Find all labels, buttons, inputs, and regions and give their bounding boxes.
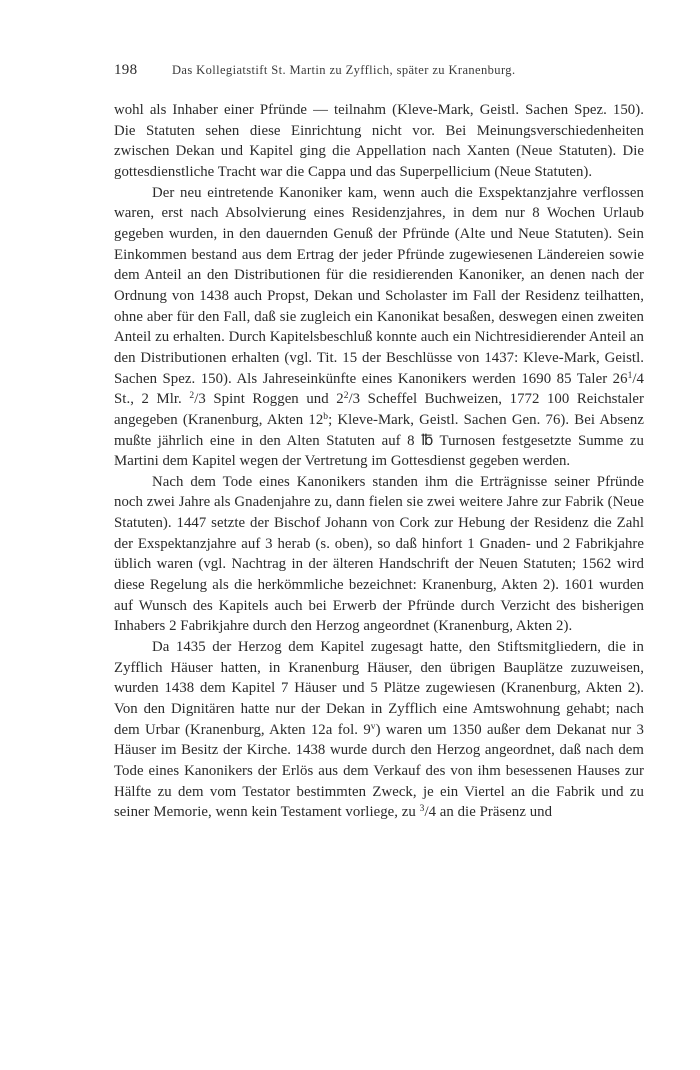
running-title: Das Kollegiatstift St. Martin zu Zyfflich, später zu Kranenburg.	[172, 63, 516, 77]
text-run: /4 St., 2 Mlr.	[114, 370, 644, 408]
running-head	[114, 62, 644, 86]
page-number: 198	[114, 62, 138, 78]
text-run: Da 1435 der Herzog dem Kapitel zugesagt hatte, den Stiftsmitgliedern, die in Zyfflich Häuser hatten, in Kranenburg Häuser, den übrigen Bauplätze zuzuweisen, wurden 1438 dem Kapitel 7 Häuser und 5 Plätze zugewiesen (Kranenburg, Akten 2). Von den Dignitären hatte nur der Dekan in Zyfflich eine Amtswohnung gehabt; nach dem Urbar (Kranenburg, Akten 12a fol. 9	[114, 639, 644, 738]
book-page	[114, 62, 644, 823]
superscript: v	[370, 721, 376, 732]
body-text	[114, 100, 644, 823]
paragraph	[114, 100, 644, 183]
paragraph	[114, 472, 644, 637]
superscript: 1	[627, 370, 633, 381]
text-run: ) waren um 1350 außer dem Dekanat nur 3 Häuser im Besitz der Kirche. 1438 wurde durch den Herzog angeordnet, daß nach dem Tode eines Kanonikers der Erlös aus dem Verkauf des von ihm besessenen Hauses zur Hälfte zu dem vom Testator bestimmten Zweck, je ein Viertel an die Fabrik und zu seiner Memorie, wenn kein Testament vorliege, zu	[114, 721, 645, 821]
superscript: b	[323, 411, 329, 422]
text-run: /3 Scheffel Buchweizen, 1772 100 Reichstaler angegeben (Kranenburg, Akten 12	[114, 391, 644, 428]
text-run: /4 an die Präsenz und	[424, 804, 553, 821]
text-run: Nach dem Tode eines Kanonikers standen ihm die Erträgnisse seiner Pfründe noch zwei Jahre als Gnadenjahre zu, dann fielen sie zwei weitere Jahre zur Fabrik (Neue Statuten). 1447 setzte der Bischof Johann von Cork zur Hebung der Residenz die Zahl der Exspektanzjahre auf 3 herab (s. oben), so daß hinfort 1 Gnaden- und 2 Fabrikjahre üblich waren (vgl. Nachtrag in der älteren Handschrift der Neuen Statuten; 1562 wird diese Regelung als die herkömmliche bezeichnet: Kranenburg, Akten 2). 1601 wurden auf Wunsch des Kapitels auch bei Erwerb der Pfründe durch Verzicht des bisherigen Inhabers 2 Fabrikjahre durch den Herzog angeordnet (Kranenburg, Akten 2).	[114, 473, 644, 635]
paragraph	[114, 183, 644, 472]
superscript: 3	[419, 804, 425, 815]
superscript: 2	[189, 391, 195, 402]
superscript: 2	[343, 391, 349, 402]
text-run: Der neu eintretende Kanoniker kam, wenn auch die Exspektanzjahre verflossen waren, erst nach Absolvierung eines Residenzjahres, in dem nur 8 Wochen Urlaub gegeben wurden, in den dauernden Genuß der Pfründe (Alte und Neue Statuten). Sein Einkommen bestand aus dem Ertrag der jeder Pfründe zugewiesenen Ländereien sowie dem Anteil an den Distributionen für die residierenden Kanoniker, an denen nach der Ordnung von 1438 auch Propst, Dekan und Scholaster im Fall der Residenz teilhatten, ohne aber für den Fall, daß sie zugleich ein Kanonikat besaßen, deswegen einen zweiten Anteil zu erhalten. Durch Kapitelsbeschluß konnte auch ein Nichtresidierender Anteil an den Distributionen erhalten (vgl. Tit. 15 der Beschlüsse von 1437: Kleve-Mark, Geistl. Sachen Spez. 150). Als Jahreseinkünfte eines Kanonikers werden 1690 85 Taler 26	[114, 184, 644, 387]
paragraph	[114, 637, 644, 823]
text-run: /3 Spint Roggen und 2	[194, 391, 344, 408]
text-run: ; Kleve-Mark, Geistl. Sachen Gen. 76). Bei Absenz mußte jährlich eine in den Alten Statuten auf 8 ℔ Turnosen festgesetzte Summe zu Martini dem Kapitel wegen der Vertretung im Gottesdienst gegeben werden.	[114, 411, 644, 470]
text-run: wohl als Inhaber einer Pfründe — teilnahm (Kleve-Mark, Geistl. Sachen Spez. 150). Die Statuten sehen diese Einrichtung nicht vor. Bei Meinungsverschiedenheiten zwischen Dekan und Kapitel ging die Appellation nach Xanten (Neue Statuten). Die gottesdienstliche Tracht war die Cappa und das Superpellicium (Neue Statuten).	[114, 102, 644, 180]
